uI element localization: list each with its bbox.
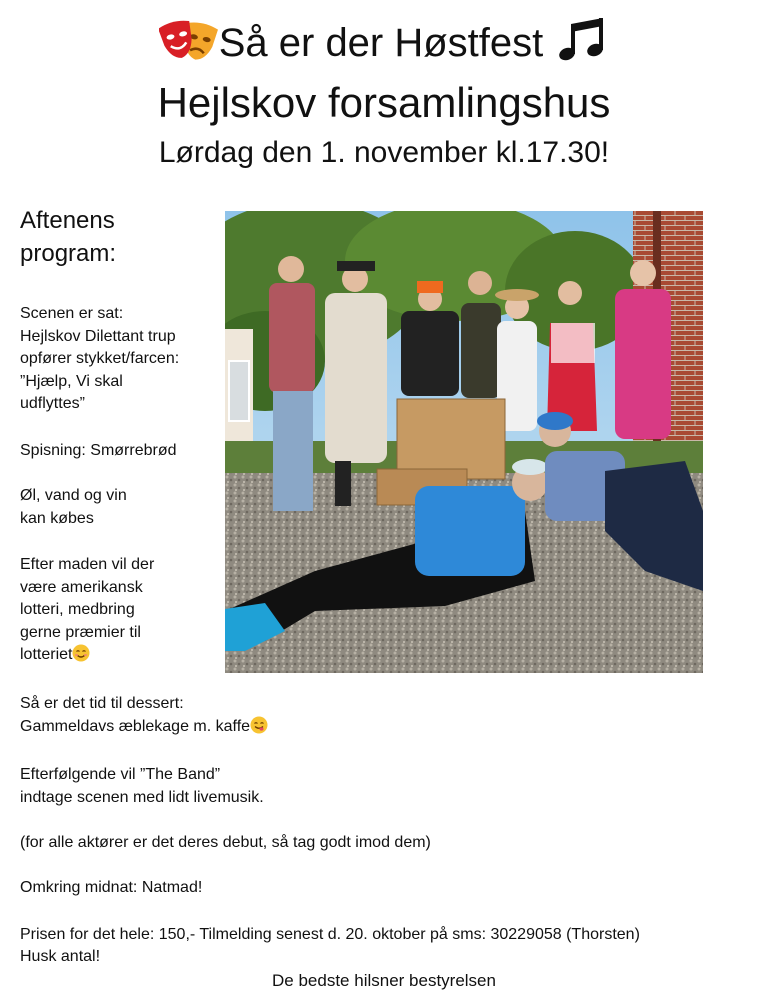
dessert-text: Så er det tid til dessert: Gammeldavs æblekage m. kaffe	[20, 693, 268, 738]
smile-emoji-icon	[72, 644, 90, 662]
signature: De bedste hilsner bestyrelsen	[272, 971, 496, 990]
debut-note: (for alle aktører er det deres debut, så tag godt imod dem)	[20, 834, 431, 851]
theater-masks-icon	[159, 18, 219, 62]
program-heading: Aftenens program:	[20, 207, 117, 267]
drinks-text: Øl, vand og vin kan købes	[20, 487, 127, 527]
dinner-text: Spisning: Smørrebrød	[20, 442, 177, 459]
group-photo	[225, 211, 703, 673]
band-text: Efterfølgende vil ”The Band” indtage scenen med lidt livemusik.	[20, 766, 264, 806]
scene-text: Scenen er sat: Hejlskov Dilettant trup opfører stykket/farcen: ”Hjælp, Vi skal udflyttes”	[20, 305, 180, 412]
main-title: Så er der Høstfest	[218, 21, 544, 65]
count-reminder: Husk antal!	[20, 948, 101, 965]
price-text: Prisen for det hele: 150,- Tilmelding senest d. 20. oktober på sms: 30229058 (Thorsten)	[20, 926, 640, 943]
midnight-text: Omkring midnat: Natmad!	[20, 879, 203, 896]
title-line-1	[0, 14, 768, 67]
lottery-text: Efter maden vil der være amerikansk lotteri, medbring gerne præmier til lotteriet	[20, 556, 155, 663]
venue-title: Hejlskov forsamlingshus	[157, 79, 611, 126]
yum-emoji-icon	[250, 716, 268, 734]
date-title: Lørdag den 1. november kl.17.30!	[158, 136, 610, 169]
music-note-icon	[557, 14, 609, 66]
